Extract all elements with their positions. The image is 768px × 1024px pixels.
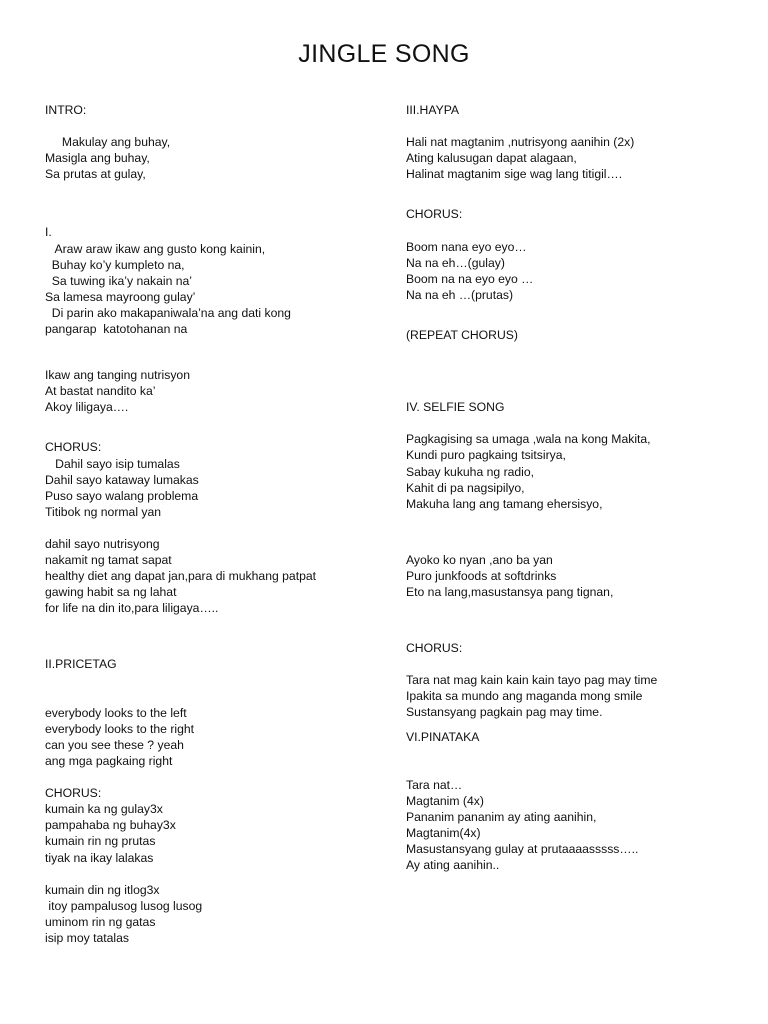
left-stanza-3 [45, 367, 375, 415]
lyric-line: Halinat magtanim sige wag lang titigil…. [406, 167, 623, 182]
right-stanza-3 [406, 327, 746, 343]
lyric-line: dahil sayo nutrisyong [45, 536, 160, 551]
lyric-line: pampahaba ng buhay3x [45, 818, 176, 833]
lyric-line: gawing habit sa ng lahat [45, 585, 177, 600]
right-stanza-6 [406, 640, 746, 720]
lyric-line: kumain rin ng prutas [45, 834, 156, 849]
lyric-line: Hali nat magtanim ,nutrisyong aanihin (2x) [406, 135, 635, 150]
lyric-line: Makuha lang ang tamang ehersisyo, [406, 496, 603, 511]
lyric-line: Tara nat mag kain kain kain tayo pag may time [406, 673, 658, 688]
right-stanza-4 [406, 399, 746, 512]
lyric-line: uminom rin ng gatas [45, 914, 156, 929]
lyric-line: Magtanim (4x) [406, 793, 484, 808]
lyric-line: CHORUS: [45, 786, 102, 801]
lyric-line [45, 769, 375, 785]
lyric-line: Ikaw ang tanging nutrisyon [45, 368, 190, 383]
lyric-line [45, 673, 375, 689]
lyric-line: Titibok ng normal yan [45, 504, 162, 519]
left-stanza-4 [45, 439, 375, 616]
right-stanza-1 [406, 102, 746, 182]
lyric-line: nakamit ng tamat sapat [45, 553, 172, 568]
lyric-line: ang mga pagkaing right [45, 754, 173, 768]
lyric-line: IV. SELFIE SONG [406, 400, 505, 415]
lyric-line: Ating kalusugan dapat alagaan, [406, 151, 577, 166]
lyric-line [406, 118, 746, 134]
lyric-line: for life na din ito,para liligaya….. [45, 601, 219, 616]
lyric-line: Ayoko ko nyan ,ano ba yan [406, 552, 553, 567]
lyric-line: Boom nana eyo eyo… [406, 239, 527, 254]
lyric-line: CHORUS: [406, 641, 463, 656]
lyric-line [45, 118, 375, 134]
lyric-line: Kundi puro pagkaing tsitsirya, [406, 448, 566, 463]
lyric-line: III.HAYPA [406, 103, 460, 117]
lyric-line: INTRO: [45, 103, 87, 117]
right-lyrics-column [406, 102, 746, 873]
lyric-line: I. [45, 225, 52, 240]
lyric-line: isip moy tatalas [45, 931, 129, 946]
lyric-line: Masigla ang buhay, [45, 151, 150, 166]
lyric-line: Eto na lang,masustansya pang tignan, [406, 584, 614, 599]
lyric-line: Araw araw ikaw ang gusto kong kainin, [45, 241, 266, 256]
lyric-line: Puso sayo walang problema [45, 488, 199, 503]
lyric-line: (REPEAT CHORUS) [406, 328, 518, 343]
left-stanza-1 [45, 102, 375, 182]
lyric-line: Buhay ko’y kumpleto na, [45, 257, 185, 272]
lyric-line: Dahil sayo isip tumalas [45, 456, 180, 471]
lyric-line: Puro junkfoods at softdrinks [406, 568, 557, 583]
lyric-line [406, 656, 746, 672]
lyric-line: Sa tuwing ika’y nakain na’ [45, 273, 193, 288]
lyric-line: Magtanim(4x) [406, 826, 481, 841]
lyric-line [406, 415, 746, 431]
lyric-line [45, 520, 375, 536]
right-stanza-8 [406, 777, 746, 874]
left-stanza-5 [45, 656, 375, 704]
lyric-line [406, 745, 746, 761]
lyric-line: Ipakita sa mundo ang maganda mong smile [406, 689, 643, 704]
lyric-line: Kahit di pa nagsipilyo, [406, 480, 525, 495]
lyric-line: Ay ating aanihin.. [406, 858, 500, 873]
lyric-line: CHORUS: [45, 440, 102, 455]
page-title: JINGLE SONG [298, 40, 470, 68]
lyric-line: Sabay kukuha ng radio, [406, 464, 535, 479]
lyric-line: VI.PINATAKA [406, 729, 480, 744]
lyric-line: Akoy liligaya…. [45, 400, 129, 415]
left-stanza-2 [45, 224, 375, 337]
lyric-line: Na na eh …(prutas) [406, 287, 514, 302]
lyric-line: Sustansyang pagkain pag may time. [406, 705, 603, 720]
lyric-line: At bastat nandito ka’ [45, 384, 156, 399]
lyric-line: can you see these ? yeah [45, 737, 184, 752]
lyric-line: healthy diet ang dapat jan,para di mukhang patpat [45, 569, 317, 584]
right-stanza-2 [406, 206, 746, 303]
lyric-line: CHORUS: [406, 207, 463, 222]
lyric-line [406, 223, 746, 239]
lyric-line: kumain din ng itlog3x [45, 882, 160, 897]
lyric-line: everybody looks to the right [45, 721, 195, 736]
lyric-line: kumain ka ng gulay3x [45, 802, 163, 817]
lyric-line: Tara nat… [406, 777, 463, 792]
lyric-line: Na na eh…(gulay) [406, 255, 505, 270]
lyric-line: pangarap katotohanan na [45, 322, 188, 337]
left-lyrics-column [45, 102, 375, 946]
right-stanza-7 [406, 729, 746, 777]
left-stanza-6 [45, 705, 375, 946]
lyric-line: Pananim pananim ay ating aanihin, [406, 810, 597, 824]
lyric-line: tiyak na ikay lalakas [45, 850, 154, 865]
lyric-line: Pagkagising sa umaga ,wala na kong Makita, [406, 432, 651, 447]
lyric-line: itoy pampalusog lusog lusog [45, 898, 203, 913]
lyric-line: Makulay ang buhay, [45, 135, 171, 150]
right-stanza-5 [406, 552, 746, 600]
lyric-line: Masustansyang gulay at prutaaaasssss….. [406, 842, 639, 857]
lyric-line: II.PRICETAG [45, 657, 117, 672]
lyric-line: Sa lamesa mayroong gulay’ [45, 289, 196, 304]
lyric-line: everybody looks to the left [45, 705, 187, 720]
lyric-line: Boom na na eyo eyo … [406, 271, 534, 286]
lyric-line: Di parin ako makapaniwala’na ang dati kong [45, 305, 291, 320]
lyric-line [406, 761, 746, 777]
lyric-line: Dahil sayo kataway lumakas [45, 472, 199, 487]
lyric-line: Sa prutas at gulay, [45, 167, 146, 182]
lyric-line [45, 689, 375, 705]
lyric-line [45, 866, 375, 882]
